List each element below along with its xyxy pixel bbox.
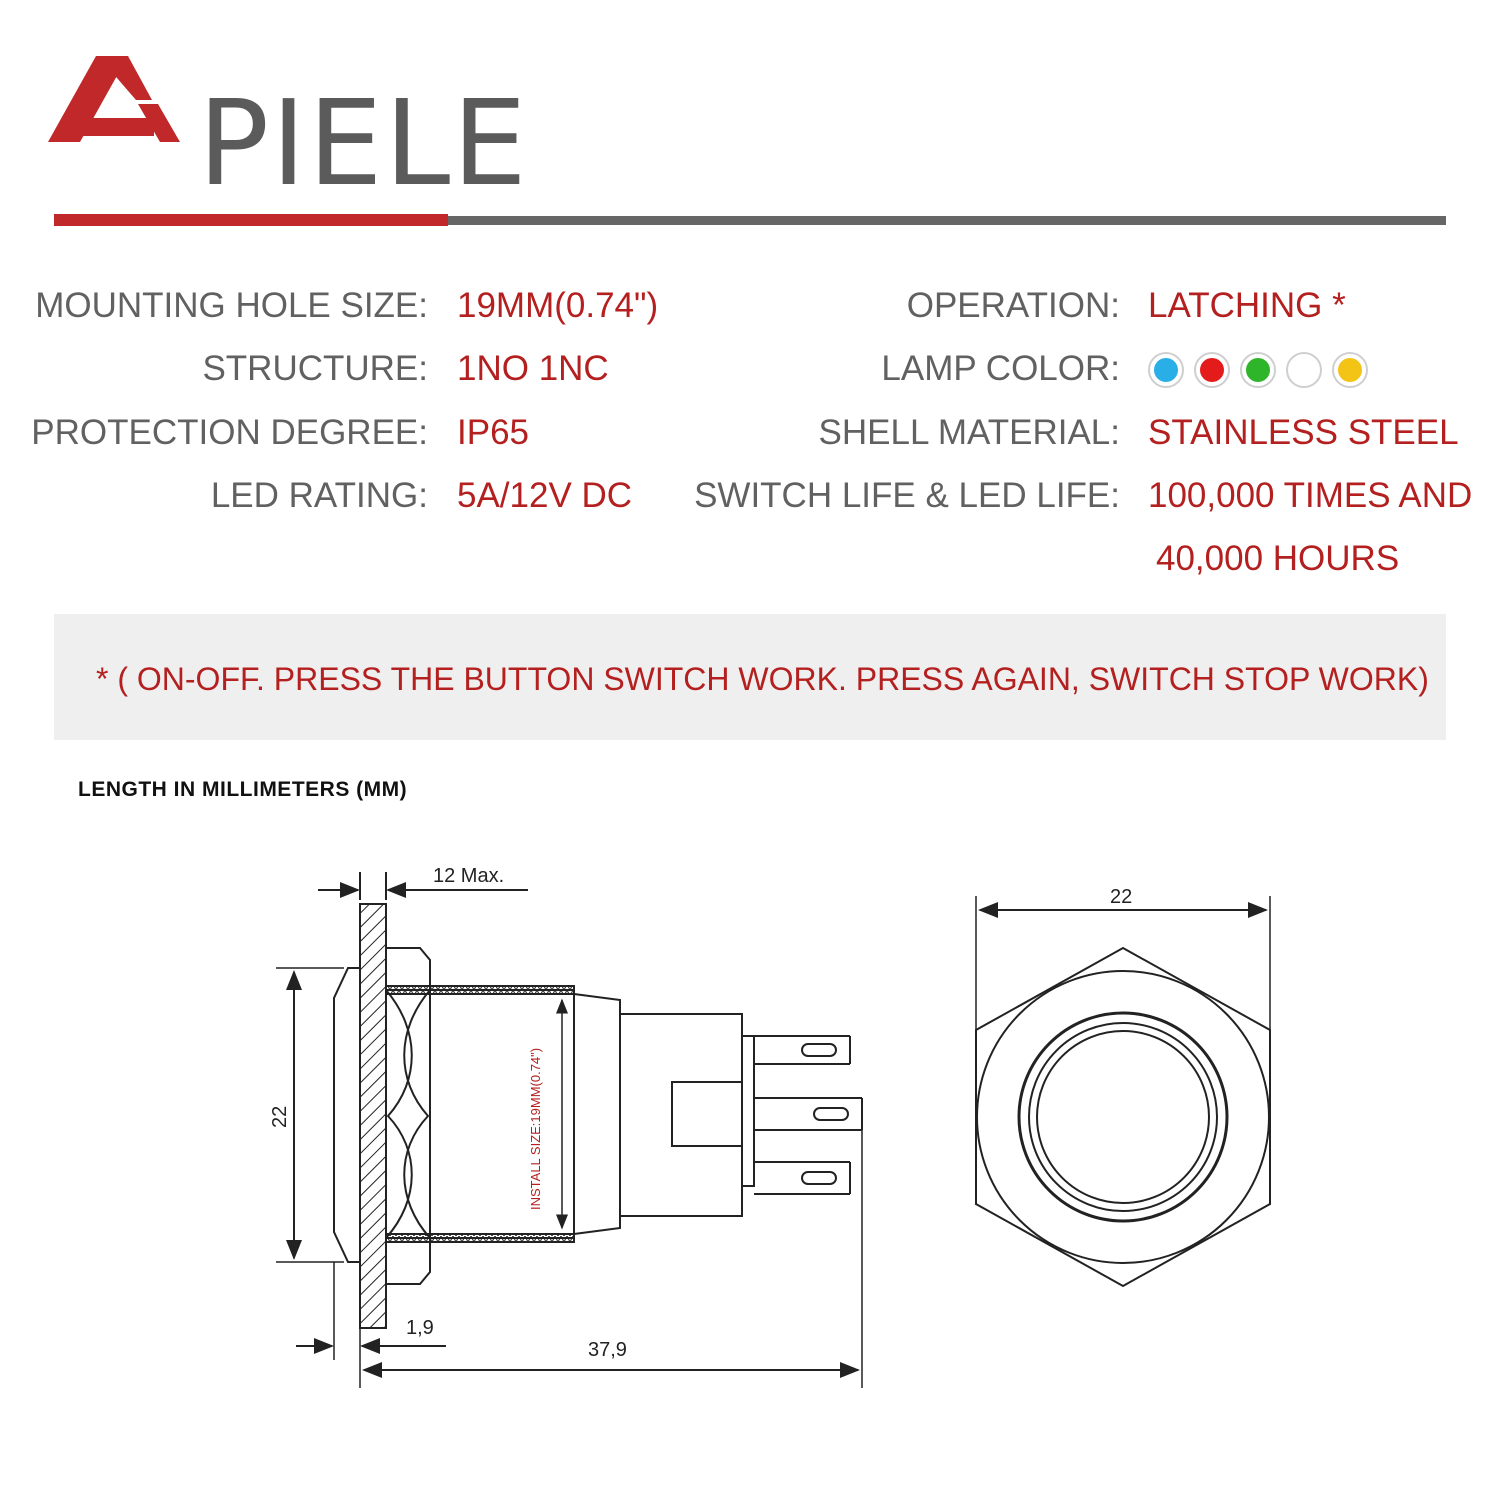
spec-label-mounting-hole: MOUNTING HOLE SIZE: [35, 286, 428, 325]
spec-label-operation: OPERATION: [906, 286, 1120, 325]
dim-width-label: 22 [1110, 886, 1133, 908]
dim-length-label: 37,9 [588, 1339, 627, 1361]
spec-label-protection: PROTECTION DEGREE: [31, 413, 428, 452]
spec-label-life: SWITCH LIFE & LED LIFE: [694, 476, 1120, 515]
spec-value-operation: LATCHING * [1148, 286, 1346, 325]
spec-label-led-rating: LED RATING: [210, 476, 428, 515]
install-size-label: INSTALL SIZE:19MM(0.74") [528, 1047, 543, 1210]
spec-label-lamp-color: LAMP COLOR: [881, 349, 1120, 388]
brand-name: PIELE [198, 74, 529, 212]
spec-value-protection: IP65 [457, 413, 529, 452]
dim-flange-label: 1,9 [406, 1317, 434, 1339]
dim-height-label: 22 [269, 1105, 291, 1128]
spec-value-life-line1: 100,000 TIMES AND [1148, 476, 1473, 515]
latching-note: * ( ON-OFF. PRESS THE BUTTON SWITCH WORK. PRESS AGAIN, SWITCH STOP WORK) [96, 661, 1429, 697]
units-label: LENGTH IN MILLIMETERS (MM) [78, 778, 408, 801]
spec-value-mounting-hole: 19MM(0.74") [457, 286, 659, 325]
front-view [976, 896, 1270, 1286]
spec-value-shell-material: STAINLESS STEEL [1148, 413, 1459, 452]
dim-thread-label: 12 Max. [433, 865, 505, 887]
spec-value-structure: 1NO 1NC [457, 349, 609, 388]
spec-label-structure: STRUCTURE: [202, 349, 428, 388]
spec-value-life-line2: 40,000 HOURS [1156, 539, 1400, 578]
spec-value-led-rating: 5A/12V DC [457, 476, 633, 515]
side-view [276, 872, 862, 1388]
spec-label-shell-material: SHELL MATERIAL: [818, 413, 1120, 452]
